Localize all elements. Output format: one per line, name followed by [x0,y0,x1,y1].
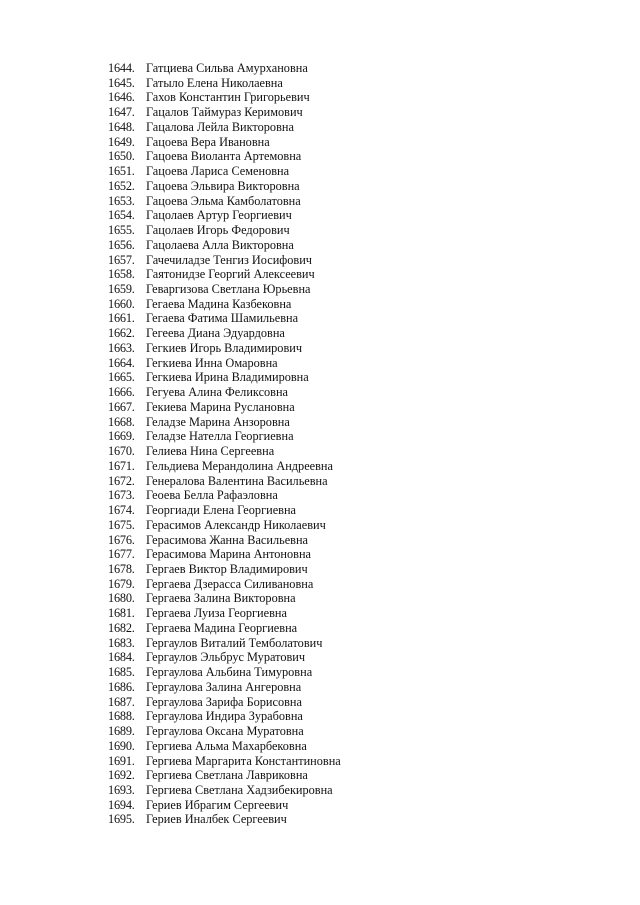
entry-number: 1660. [108,296,135,311]
list-item [108,650,341,665]
list-item [108,385,341,400]
entry-name: Гегуева Алина Феликсовна [146,385,289,400]
entry-number: 1656. [108,237,135,252]
list-item [108,606,341,621]
entry-number: 1669. [108,429,135,444]
list-item [108,709,341,724]
list-item [108,695,341,710]
list-item [108,547,341,562]
entry-number: 1661. [108,311,135,326]
list-item [108,223,341,238]
entry-number: 1684. [108,650,135,665]
list-item [108,812,341,827]
list-item [108,297,341,312]
entry-name: Гергиева Альма Махарбековна [146,738,307,753]
entry-name: Гацолаев Игорь Федорович [146,223,290,238]
list-item [108,61,341,76]
entry-name: Гельдиева Мерандолина Андреевна [146,458,333,473]
list-item [108,636,341,651]
list-item [108,591,341,606]
entry-name: Гериев Ибрагим Сергеевич [146,797,289,812]
entry-number: 1662. [108,326,135,341]
entry-name: Гергаев Виктор Владимирович [146,561,308,576]
entry-number: 1654. [108,208,135,223]
list-item [108,754,341,769]
entry-name: Гергаулова Альбина Тимуровна [146,665,313,680]
entry-number: 1668. [108,414,135,429]
entry-number: 1689. [108,724,135,739]
list-item [108,341,341,356]
entry-name: Гегкиева Ирина Владимировна [146,370,309,385]
entry-name: Гергиева Светлана Лавриковна [146,768,308,783]
list-item [108,665,341,680]
list-item [108,415,341,430]
list-item [108,503,341,518]
list-item [108,577,341,592]
entry-name: Гегаева Мадина Казбековна [146,296,292,311]
entry-number: 1653. [108,193,135,208]
entry-name: Гачечиладзе Тенгиз Иосифович [146,252,312,267]
list-item [108,164,341,179]
entry-name: Гацоева Эльма Камболатовна [146,193,301,208]
entry-name: Гацолаев Артур Георгиевич [146,208,292,223]
entry-number: 1687. [108,694,135,709]
entry-name: Гацалов Таймураз Керимович [146,105,303,120]
entry-number: 1671. [108,458,135,473]
entry-number: 1682. [108,620,135,635]
list-item [108,179,341,194]
entry-name: Гергаева Мадина Георгиевна [146,620,298,635]
entry-number: 1657. [108,252,135,267]
entry-number: 1673. [108,488,135,503]
entry-name: Гегаева Фатима Шамильевна [146,311,299,326]
entry-number: 1672. [108,473,135,488]
entry-name: Геваргизова Светлана Юрьевна [146,282,311,297]
entry-number: 1688. [108,709,135,724]
entry-number: 1647. [108,105,135,120]
entry-number: 1681. [108,606,135,621]
entry-number: 1691. [108,753,135,768]
entry-name: Геладзе Нателла Георгиевна [146,429,294,444]
entry-number: 1652. [108,178,135,193]
list-item [108,783,341,798]
list-item [108,518,341,533]
entry-name: Гергаева Дзерасса Силивановна [146,576,314,591]
entry-number: 1665. [108,370,135,385]
entry-name: Геоева Белла Рафаэловна [146,488,278,503]
entry-name: Гергаулов Эльбрус Муратович [146,650,306,665]
name-list [108,61,341,827]
entry-number: 1675. [108,517,135,532]
list-item [108,370,341,385]
list-item [108,562,341,577]
list-item [108,400,341,415]
entry-name: Гергаулов Виталий Темболатович [146,635,323,650]
entry-number: 1693. [108,782,135,797]
list-item [108,282,341,297]
list-item [108,311,341,326]
list-item [108,459,341,474]
entry-number: 1667. [108,399,135,414]
entry-number: 1690. [108,738,135,753]
list-item [108,798,341,813]
entry-name: Гегкиева Инна Омаровна [146,355,278,370]
entry-number: 1650. [108,149,135,164]
entry-number: 1674. [108,503,135,518]
list-item [108,429,341,444]
entry-name: Гацоева Лариса Семеновна [146,164,290,179]
entry-name: Гелиева Нина Сергеевна [146,444,275,459]
list-item [108,680,341,695]
list-item [108,724,341,739]
entry-number: 1644. [108,61,135,75]
entry-number: 1670. [108,444,135,459]
list-item [108,105,341,120]
entry-name: Гергаулова Залина Ангеровна [146,679,302,694]
entry-name: Гергаева Залина Викторовна [146,591,296,606]
entry-name: Гергаулова Индира Зурабовна [146,709,303,724]
list-item [108,238,341,253]
entry-name: Гатыло Елена Николаевна [146,75,283,90]
list-item [108,739,341,754]
entry-number: 1645. [108,75,135,90]
entry-name: Гергиева Маргарита Константиновна [146,753,341,768]
list-item [108,474,341,489]
entry-number: 1658. [108,267,135,282]
list-item [108,120,341,135]
entry-number: 1649. [108,134,135,149]
list-item [108,488,341,503]
list-item [108,326,341,341]
entry-number: 1659. [108,282,135,297]
entry-number: 1664. [108,355,135,370]
entry-name: Гергиева Светлана Хадзибекировна [146,782,333,797]
entry-name: Гегкиев Игорь Владимирович [146,340,303,355]
entry-number: 1685. [108,665,135,680]
entry-name: Гериев Иналбек Сергеевич [146,812,287,827]
entry-number: 1646. [108,90,135,105]
list-item [108,444,341,459]
list-item [108,768,341,783]
entry-number: 1694. [108,797,135,812]
entry-name: Герасимов Александр Николаевич [146,517,326,532]
list-item [108,533,341,548]
list-item [108,149,341,164]
entry-name: Гегеева Диана Эдуардовна [146,326,285,341]
entry-name: Гацоева Эльвира Викторовна [146,178,300,193]
entry-name: Гацоева Вера Ивановна [146,134,270,149]
entry-number: 1666. [108,385,135,400]
entry-number: 1679. [108,576,135,591]
entry-number: 1677. [108,547,135,562]
entry-number: 1648. [108,119,135,134]
list-item [108,253,341,268]
entry-number: 1695. [108,812,135,827]
entry-name: Гекиева Марина Руслановна [146,399,295,414]
entry-number: 1676. [108,532,135,547]
entry-number: 1683. [108,635,135,650]
list-item [108,621,341,636]
entry-name: Гергаулова Оксана Муратовна [146,724,304,739]
entry-number: 1678. [108,561,135,576]
entry-number: 1651. [108,164,135,179]
list-item [108,194,341,209]
entry-name: Гацолаева Алла Викторовна [146,237,294,252]
entry-name: Гацоева Виоланта Артемовна [146,149,302,164]
list-item [108,356,341,371]
entry-name: Гахов Константин Григорьевич [146,90,310,105]
list-item [108,90,341,105]
entry-name: Гатциева Сильва Амурхановна [146,61,308,75]
entry-name: Геладзе Марина Анзоровна [146,414,290,429]
entry-number: 1680. [108,591,135,606]
list-item [108,135,341,150]
entry-name: Гацалова Лейла Викторовна [146,119,294,134]
list-item [108,76,341,91]
list-item [108,208,341,223]
entry-name: Гергаулова Зарифа Борисовна [146,694,302,709]
entry-name: Герасимова Марина Антоновна [146,547,312,562]
list-item [108,267,341,282]
entry-name: Генералова Валентина Васильевна [146,473,328,488]
entry-name: Гергаева Луиза Георгиевна [146,606,287,621]
entry-name: Гаятонидзе Георгий Алексеевич [146,267,315,282]
entry-number: 1663. [108,340,135,355]
entry-name: Георгиади Елена Георгиевна [146,503,296,518]
entry-number: 1655. [108,223,135,238]
entry-name: Герасимова Жанна Васильевна [146,532,308,547]
entry-number: 1686. [108,679,135,694]
entry-number: 1692. [108,768,135,783]
